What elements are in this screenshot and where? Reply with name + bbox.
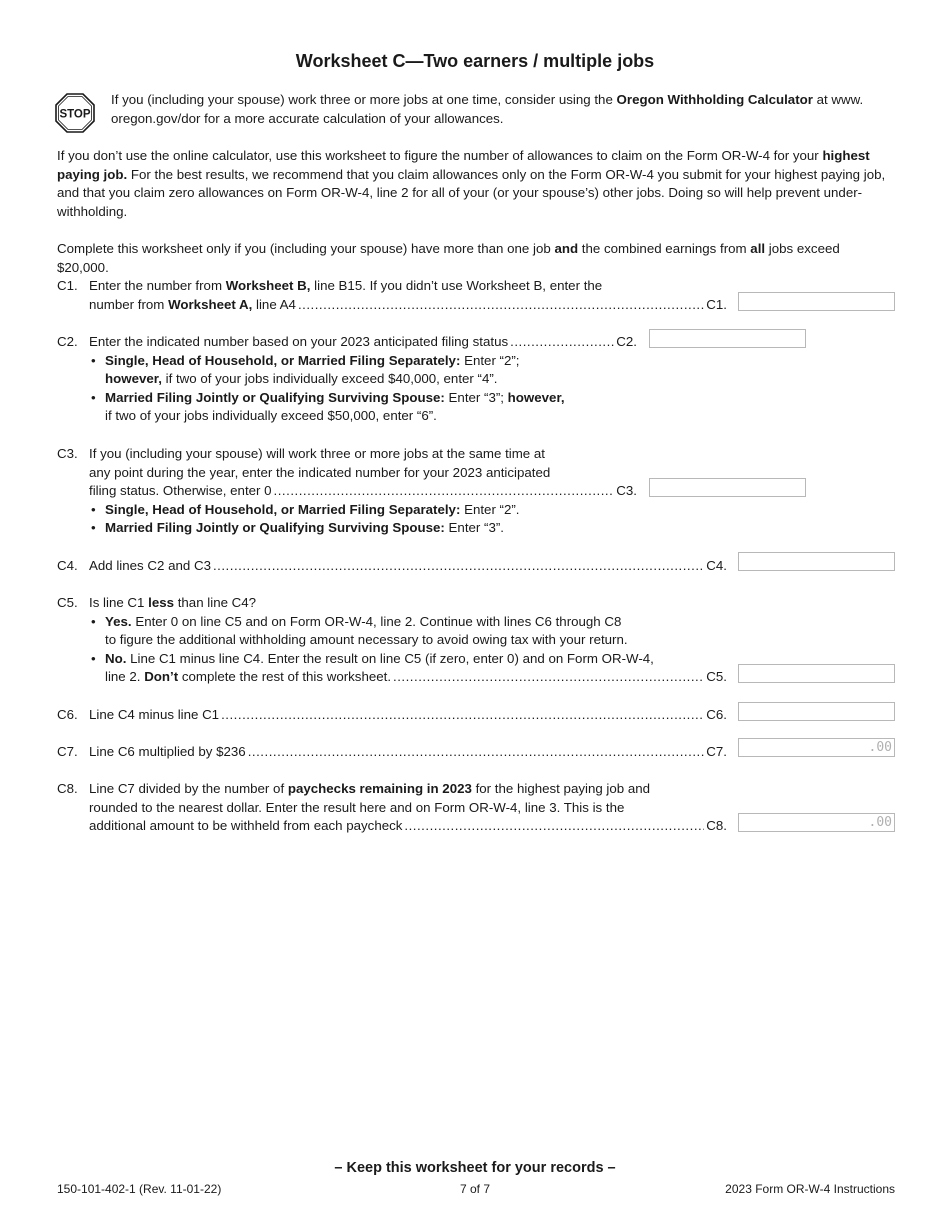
- stop-sign-icon: [55, 93, 95, 133]
- c3-input[interactable]: [649, 478, 806, 497]
- document-title: 2023 Form OR-W-4 Instructions: [725, 1182, 895, 1196]
- line-label: C8.: [706, 818, 727, 834]
- line-label: C2.: [616, 334, 637, 349]
- c1-input[interactable]: [738, 292, 895, 311]
- c2-input[interactable]: [649, 329, 806, 348]
- line-label: C3.: [616, 483, 637, 499]
- line-number: C5.: [57, 595, 78, 610]
- line-label: C4.: [706, 558, 727, 573]
- line-label: C1.: [706, 296, 727, 312]
- keep-records-note: – Keep this worksheet for your records –: [334, 1160, 616, 1176]
- form-id: 150-101-402-1 (Rev. 11-01-22): [57, 1182, 222, 1196]
- c5-input[interactable]: [738, 664, 895, 683]
- line-number: C7.: [57, 744, 78, 759]
- line-label: C5.: [706, 669, 727, 685]
- line-number: C6.: [57, 707, 78, 722]
- line-number: C1.: [57, 278, 78, 293]
- instructions-paragraph: Complete this worksheet only if you (including your spouse) have more than one job and the combined earnings from all jobs exceed $20,000.: [57, 241, 840, 275]
- line-label: C6.: [706, 707, 727, 722]
- calculator-link-text: Oregon Withholding Calculator: [616, 92, 813, 107]
- intro-paragraph: If you don’t use the online calculator, use this worksheet to figure the number of allowances to claim on the Form OR-W-4 for your highest paying job. For the best results, we recommend that you claim allowances only on the Form OR-W-4 you submit for your highest paying job, and that you claim zero allowances on Form OR-W-4, line 2 for all of your (or your spouse’s) other jobs. Doing so will help prevent under-withholding.: [57, 148, 886, 219]
- page-number: 7 of 7: [459, 1182, 491, 1196]
- line-number: C3.: [57, 446, 78, 461]
- line-number: C2.: [57, 334, 78, 349]
- stop-note: If you (including your spouse) work three or more jobs at one time, consider using the Oregon Withholding Calculator at www. oregon.gov/dor for a more accurate calculation of your allowances.: [111, 92, 864, 126]
- c4-input[interactable]: [738, 552, 895, 571]
- c7-input[interactable]: .00: [738, 738, 895, 757]
- stop-sign-label: STOP: [59, 108, 91, 121]
- line-number: C4.: [57, 558, 78, 573]
- c6-input[interactable]: [738, 702, 895, 721]
- line-label: C7.: [706, 744, 727, 759]
- c8-input[interactable]: .00: [738, 813, 895, 832]
- line-number: C8.: [57, 781, 78, 796]
- worksheet-title: Worksheet C—Two earners / multiple jobs: [295, 51, 655, 71]
